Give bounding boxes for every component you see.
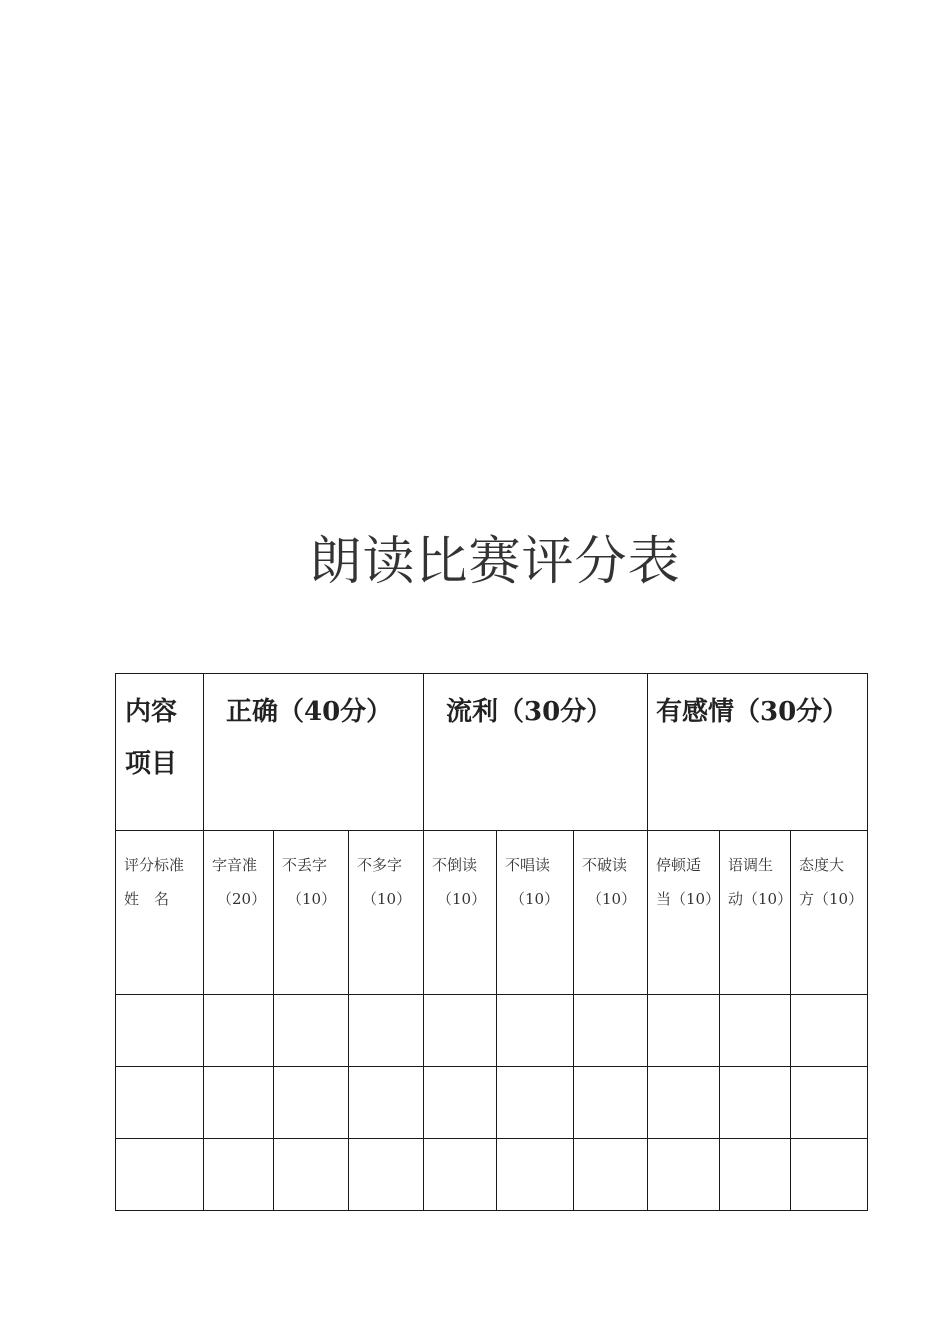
score-cell[interactable]	[424, 1139, 497, 1211]
criterion-points: （10）	[587, 890, 637, 908]
score-cell[interactable]	[574, 995, 648, 1067]
score-cell[interactable]	[349, 995, 424, 1067]
item-label: 项目	[125, 749, 178, 779]
score-cell[interactable]	[204, 1067, 274, 1139]
score-cell[interactable]	[720, 995, 791, 1067]
criterion-name: 不丢字	[282, 856, 328, 874]
contestant-name-cell[interactable]	[116, 995, 204, 1067]
criterion-points: （10）	[510, 890, 560, 908]
category-accuracy-header	[204, 674, 424, 831]
criteria-name-header-cell	[116, 831, 204, 995]
score-cell[interactable]	[791, 1067, 868, 1139]
criterion-cell	[204, 831, 274, 995]
category-label: 流利（30分）	[446, 697, 613, 727]
criterion-cell	[720, 831, 791, 995]
criteria-row	[116, 831, 868, 995]
category-header-row	[116, 674, 868, 831]
score-cell[interactable]	[497, 1067, 574, 1139]
score-cell[interactable]	[648, 1067, 720, 1139]
criterion-name: 停顿适	[656, 856, 702, 874]
page-title: 朗读比赛评分表	[309, 532, 681, 592]
criterion-name: 不唱读	[505, 856, 551, 874]
criterion-name: 不多字	[357, 856, 403, 874]
criterion-points: （10）	[287, 890, 337, 908]
criterion-cell	[424, 831, 497, 995]
score-cell[interactable]	[424, 995, 497, 1067]
criterion-points: 方（10）	[799, 890, 864, 908]
criteria-label: 评分标准	[124, 856, 185, 874]
criterion-name: 语调生	[728, 856, 774, 874]
name-label: 姓 名	[124, 890, 170, 908]
criterion-cell	[574, 831, 648, 995]
content-item-header-cell	[116, 674, 204, 831]
score-entry-row	[116, 995, 868, 1067]
criterion-points: 当（10）	[656, 890, 721, 908]
score-cell[interactable]	[274, 1139, 349, 1211]
criterion-points: （10）	[362, 890, 412, 908]
score-cell[interactable]	[274, 1067, 349, 1139]
score-cell[interactable]	[574, 1067, 648, 1139]
score-cell[interactable]	[791, 995, 868, 1067]
score-cell[interactable]	[648, 1139, 720, 1211]
score-cell[interactable]	[648, 995, 720, 1067]
score-cell[interactable]	[204, 1139, 274, 1211]
category-label: 有感情（30分）	[656, 697, 849, 727]
criterion-points: 动（10）	[728, 890, 793, 908]
criterion-cell	[791, 831, 868, 995]
criterion-name: 不倒读	[432, 856, 478, 874]
score-cell[interactable]	[497, 995, 574, 1067]
criterion-cell	[274, 831, 349, 995]
score-cell[interactable]	[720, 1139, 791, 1211]
scoring-table	[115, 673, 868, 1211]
criterion-points: （20）	[217, 890, 267, 908]
content-label: 内容	[125, 697, 178, 727]
criterion-name: 不破读	[582, 856, 628, 874]
score-cell[interactable]	[720, 1067, 791, 1139]
category-fluency-header	[424, 674, 648, 831]
score-cell[interactable]	[349, 1067, 424, 1139]
criterion-name: 态度大	[799, 856, 845, 874]
score-cell[interactable]	[497, 1139, 574, 1211]
criterion-cell	[497, 831, 574, 995]
criterion-name: 字音准	[212, 856, 258, 874]
criterion-cell	[349, 831, 424, 995]
score-cell[interactable]	[274, 995, 349, 1067]
criterion-cell	[648, 831, 720, 995]
score-cell[interactable]	[424, 1067, 497, 1139]
score-entry-row	[116, 1139, 868, 1211]
score-cell[interactable]	[574, 1139, 648, 1211]
criterion-points: （10）	[437, 890, 487, 908]
score-cell[interactable]	[204, 995, 274, 1067]
category-label: 正确（40分）	[226, 697, 393, 727]
score-entry-row	[116, 1067, 868, 1139]
contestant-name-cell[interactable]	[116, 1067, 204, 1139]
category-emotion-header	[648, 674, 868, 831]
score-cell[interactable]	[791, 1139, 868, 1211]
contestant-name-cell[interactable]	[116, 1139, 204, 1211]
score-cell[interactable]	[349, 1139, 424, 1211]
